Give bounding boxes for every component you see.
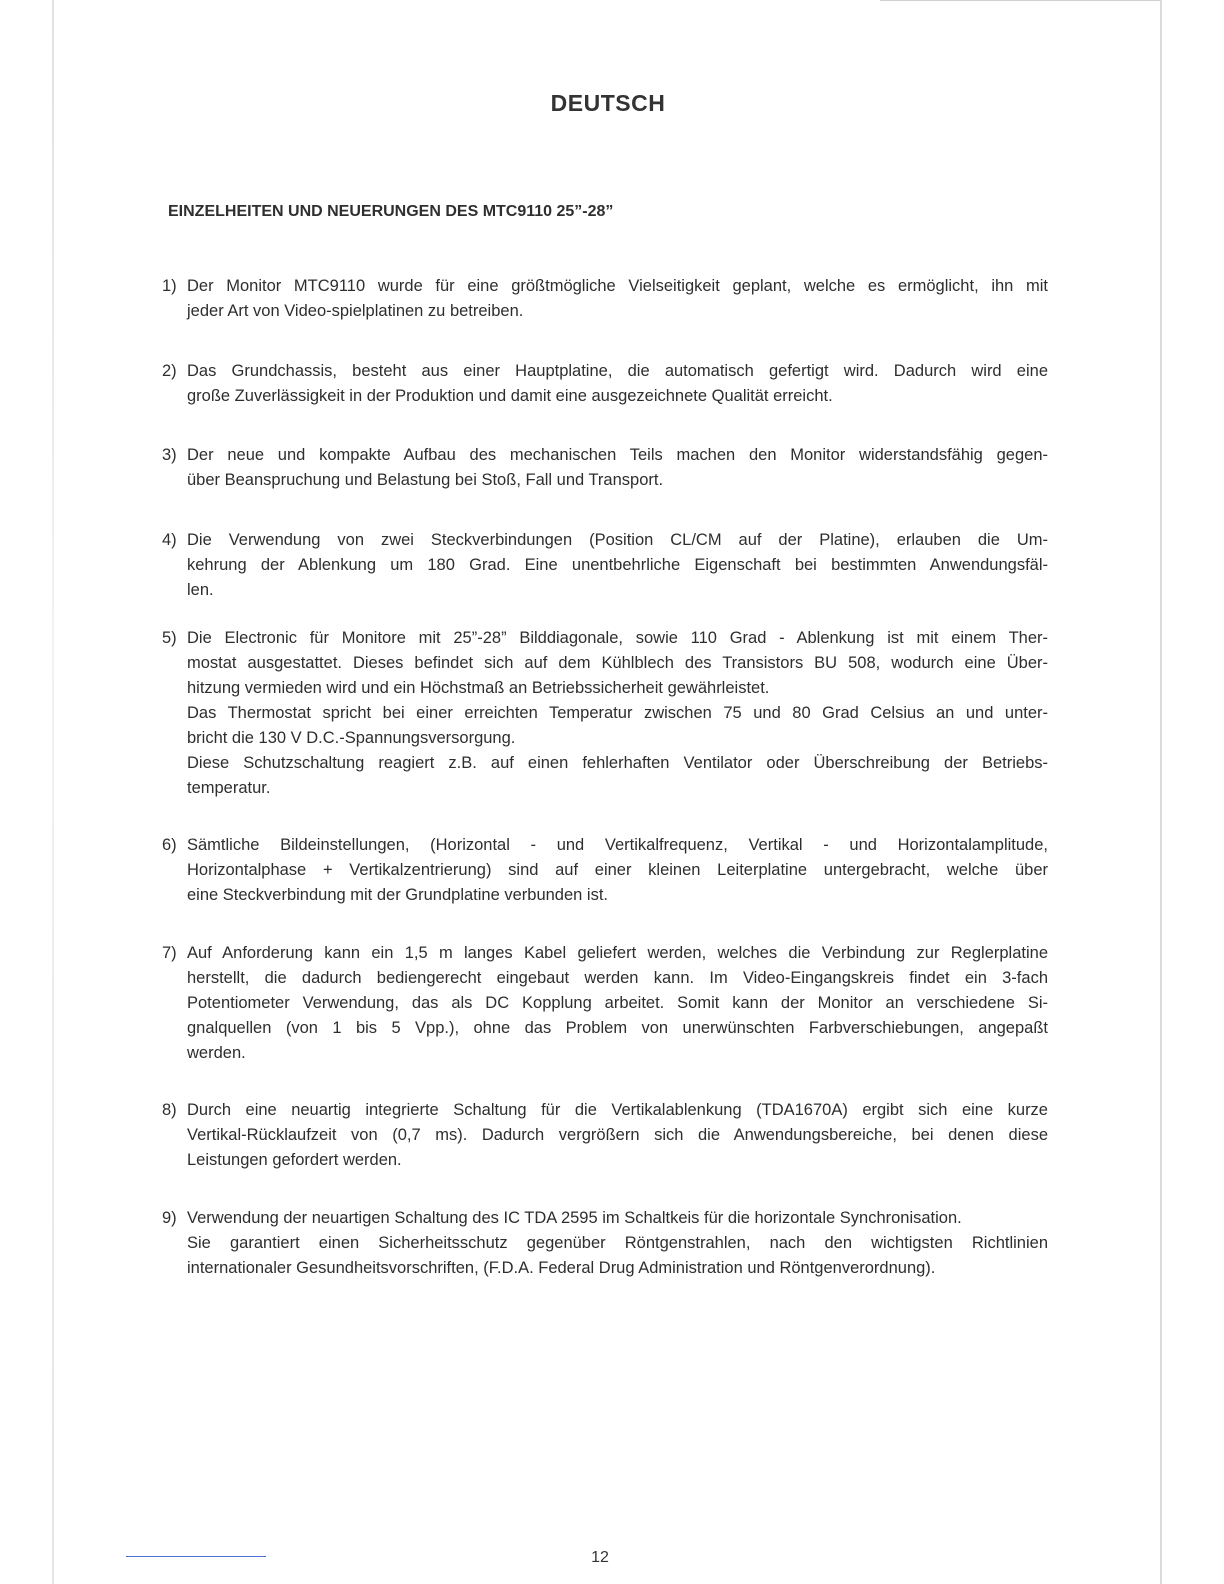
text-line: Der Monitor MTC9110 wurde für eine größtmögliche Vielseitigkeit geplant, welche es ermöglicht, ihn mit: [187, 277, 1048, 295]
item-number: 5): [162, 629, 177, 647]
list-item: [162, 1098, 1048, 1173]
text-line: über Beanspruchung und Belastung bei Stoß, Fall und Transport.: [187, 471, 664, 489]
text-line: Sämtliche Bildeinstellungen, (Horizontal - und Vertikalfrequenz, Vertikal - und Horizontalamplitude,: [187, 836, 1048, 854]
list-item: [162, 1206, 1048, 1281]
text-line: herstellt, die dadurch bediengerecht eingebaut werden kann. Im Video-Eingangskreis findet ein 3-fach: [187, 969, 1048, 987]
text-line: Das Thermostat spricht bei einer erreichten Temperatur zwischen 75 und 80 Grad Celsius an und unter-: [187, 704, 1048, 722]
list-item: [162, 626, 1048, 801]
scan-edge-left: [52, 0, 54, 1584]
item-text: [162, 1206, 1048, 1281]
item-number: 2): [162, 362, 177, 380]
item-number: 7): [162, 944, 177, 962]
page-title: DEUTSCH: [550, 90, 666, 116]
text-line: bricht die 130 V D.C.-Spannungsversorgung.: [187, 729, 516, 747]
text-line: eine Steckverbindung mit der Grundplatine verbunden ist.: [187, 886, 608, 904]
text-line: Die Verwendung von zwei Steckverbindungen (Position CL/CM auf der Platine), erlauben die Um-: [187, 531, 1048, 549]
section-heading: EINZELHEITEN UND NEUERUNGEN DES MTC9110 25”-28”: [168, 203, 614, 220]
item-text: [162, 274, 1048, 324]
item-text: [162, 443, 1048, 493]
text-line: internationaler Gesundheitsvorschriften, (F.D.A. Federal Drug Administration und Röntgenverordnung).: [187, 1259, 936, 1277]
text-line: gnalquellen (von 1 bis 5 Vpp.), ohne das Problem von unerwünschten Farbverschiebungen, angepaßt: [187, 1019, 1048, 1037]
text-line: Vertikal-Rücklaufzeit von (0,7 ms). Dadurch vergrößern sich die Anwendungsbereiche, bei denen diese: [187, 1126, 1048, 1144]
item-number: 3): [162, 446, 177, 464]
scan-edge-right: [1160, 0, 1162, 1584]
text-line: hitzung vermieden wird und ein Höchstmaß an Betriebssicherheit gewährleistet.: [187, 679, 770, 697]
item-text: [162, 626, 1048, 801]
item-text: [162, 359, 1048, 409]
text-line: Die Electronic für Monitore mit 25”-28” Bilddiagonale, sowie 110 Grad - Ablenkung ist mit einem Ther-: [187, 629, 1048, 647]
list-item: [162, 359, 1048, 409]
list-item: [162, 941, 1048, 1066]
item-text: [162, 1098, 1048, 1173]
item-text: [162, 941, 1048, 1066]
text-line: werden.: [187, 1044, 246, 1062]
text-line: Das Grundchassis, besteht aus einer Hauptplatine, die automatisch gefertigt wird. Dadurch wird eine: [187, 362, 1048, 380]
item-text: [162, 833, 1048, 908]
list-item: [162, 833, 1048, 908]
text-line: Diese Schutzschaltung reagiert z.B. auf einen fehlerhaften Ventilator oder Überschreibung der Betriebs-: [187, 754, 1048, 772]
list-item: [162, 274, 1048, 324]
text-line: Sie garantiert einen Sicherheitsschutz gegenüber Röntgenstrahlen, nach den wichtigsten Richtlinien: [187, 1234, 1048, 1252]
page-number: 12: [591, 1549, 609, 1566]
text-line: Durch eine neuartig integrierte Schaltung für die Vertikalablenkung (TDA1670A) ergibt sich eine kurze: [187, 1101, 1048, 1119]
text-line: Der neue und kompakte Aufbau des mechanischen Teils machen den Monitor widerstandsfähig gegen-: [187, 446, 1048, 464]
footer-rule: [126, 1556, 266, 1557]
item-number: 4): [162, 531, 177, 549]
text-line: Potentiometer Verwendung, das als DC Kopplung arbeitet. Somit kann der Monitor an verschiedene Si-: [187, 994, 1048, 1012]
item-text: [162, 528, 1048, 603]
text-line: kehrung der Ablenkung um 180 Grad. Eine unentbehrliche Eigenschaft bei bestimmten Anwendungsfäl-: [187, 556, 1048, 574]
text-line: jeder Art von Video-spielplatinen zu betreiben.: [187, 302, 524, 320]
text-line: Horizontalphase + Vertikalzentrierung) sind auf einer kleinen Leiterplatine untergebracht, welche über: [187, 861, 1048, 879]
scan-edge-top: [880, 0, 1160, 1]
text-line: Leistungen gefordert werden.: [187, 1151, 402, 1169]
item-number: 1): [162, 277, 177, 295]
text-line: mostat ausgestattet. Dieses befindet sich auf dem Kühlblech des Transistors BU 508, wodurch eine Über-: [187, 654, 1048, 672]
item-number: 9): [162, 1209, 177, 1227]
text-line: Verwendung der neuartigen Schaltung des IC TDA 2595 im Schaltkeis für die horizontale Synchronisation.: [187, 1209, 962, 1227]
text-line: len.: [187, 581, 214, 599]
item-number: 6): [162, 836, 177, 854]
item-number: 8): [162, 1101, 177, 1119]
text-line: temperatur.: [187, 779, 271, 797]
text-line: Auf Anforderung kann ein 1,5 m langes Kabel geliefert werden, welches die Verbindung zur Reglerplatine: [187, 944, 1048, 962]
list-item: [162, 443, 1048, 493]
text-line: große Zuverlässigkeit in der Produktion und damit eine ausgezeichnete Qualität erreicht.: [187, 387, 833, 405]
list-item: [162, 528, 1048, 603]
